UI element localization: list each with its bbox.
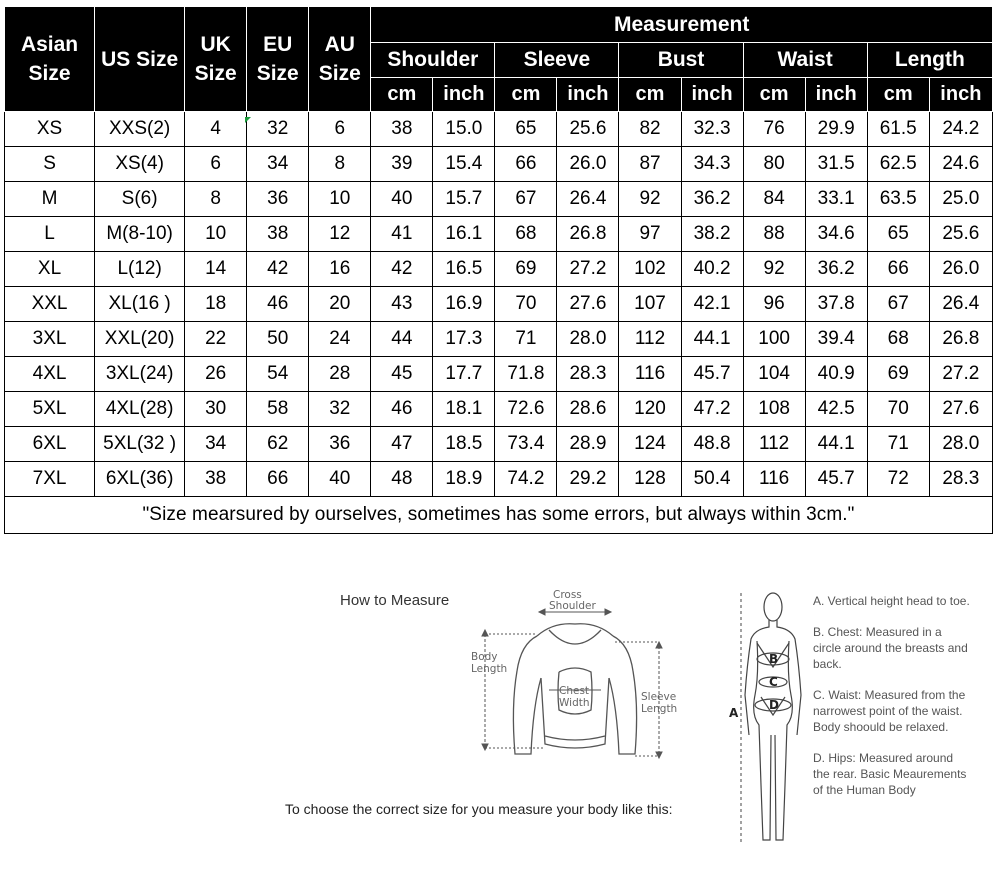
header-uk-size: UK Size xyxy=(185,7,247,112)
table-cell: 29.2 xyxy=(557,462,619,497)
table-cell: S(6) xyxy=(95,182,185,217)
table-cell: 28.9 xyxy=(557,427,619,462)
table-cell: 46 xyxy=(247,287,309,322)
table-cell: 6XL(36) xyxy=(95,462,185,497)
table-cell: 34 xyxy=(247,147,309,182)
table-cell: 71.8 xyxy=(495,357,557,392)
table-cell: 72 xyxy=(867,462,929,497)
table-cell: 71 xyxy=(495,322,557,357)
table-cell: 15.4 xyxy=(433,147,495,182)
header-us-size: US Size xyxy=(95,7,185,112)
table-cell: 32.3 xyxy=(681,112,743,147)
table-cell: 24.6 xyxy=(929,147,992,182)
sweater-measure-diagram xyxy=(465,586,695,776)
table-cell: 44.1 xyxy=(681,322,743,357)
table-cell: XXL(20) xyxy=(95,322,185,357)
header-unit-cm: cm xyxy=(495,78,557,112)
sweater-labels xyxy=(471,589,677,715)
cross-shoulder-label: Shoulder xyxy=(549,600,596,612)
table-row xyxy=(5,182,993,217)
table-cell: 10 xyxy=(309,182,371,217)
table-cell: 24.2 xyxy=(929,112,992,147)
table-header xyxy=(5,7,993,112)
table-cell: 66 xyxy=(867,252,929,287)
body-length-label: Body xyxy=(471,651,498,663)
point-d-label: D xyxy=(769,698,779,712)
cell-corner-marker xyxy=(245,117,251,123)
table-cell: 92 xyxy=(743,252,805,287)
header-measurement: Measurement xyxy=(371,7,993,43)
table-cell: 28 xyxy=(309,357,371,392)
table-cell: 38 xyxy=(371,112,433,147)
table-cell: 37.8 xyxy=(805,287,867,322)
header-asian-size: Asian Size xyxy=(5,7,95,112)
table-cell: 41 xyxy=(371,217,433,252)
table-cell: 87 xyxy=(619,147,681,182)
table-row xyxy=(5,357,993,392)
table-cell: 92 xyxy=(619,182,681,217)
sleeve-length-label: Length xyxy=(641,703,678,715)
table-cell: 42.1 xyxy=(681,287,743,322)
table-cell: 48 xyxy=(371,462,433,497)
header-length: Length xyxy=(867,43,992,78)
table-cell: 39.4 xyxy=(805,322,867,357)
table-cell: 65 xyxy=(495,112,557,147)
table-cell: 50 xyxy=(247,322,309,357)
table-cell: 7XL xyxy=(5,462,95,497)
table-cell: 63.5 xyxy=(867,182,929,217)
table-cell: 26 xyxy=(185,357,247,392)
table-cell: 36.2 xyxy=(805,252,867,287)
point-c-label: C xyxy=(769,675,778,689)
table-cell: 62.5 xyxy=(867,147,929,182)
table-cell: 18 xyxy=(185,287,247,322)
table-cell: 16.9 xyxy=(433,287,495,322)
table-cell: 29.9 xyxy=(805,112,867,147)
table-cell: 54 xyxy=(247,357,309,392)
chest-width-label: Width xyxy=(559,697,590,709)
table-cell: 84 xyxy=(743,182,805,217)
table-cell: 36 xyxy=(247,182,309,217)
table-body xyxy=(5,112,993,534)
table-cell: 70 xyxy=(867,392,929,427)
measurement-note: "Size mearsured by ourselves, sometimes has some errors, but always within 3cm." xyxy=(5,497,993,534)
table-cell: 42.5 xyxy=(805,392,867,427)
table-cell: 102 xyxy=(619,252,681,287)
table-cell: 26.0 xyxy=(557,147,619,182)
table-cell: 36 xyxy=(309,427,371,462)
table-cell: 124 xyxy=(619,427,681,462)
table-row xyxy=(5,287,993,322)
table-cell: 4 xyxy=(185,112,247,147)
table-cell: 27.2 xyxy=(557,252,619,287)
table-cell: 15.0 xyxy=(433,112,495,147)
table-cell: XL(16 ) xyxy=(95,287,185,322)
table-cell: 27.2 xyxy=(929,357,992,392)
table-cell: 4XL(28) xyxy=(95,392,185,427)
table-cell: 3XL xyxy=(5,322,95,357)
table-cell: 67 xyxy=(495,182,557,217)
table-cell: 76 xyxy=(743,112,805,147)
table-cell: 70 xyxy=(495,287,557,322)
table-cell: 116 xyxy=(619,357,681,392)
table-cell: 16 xyxy=(309,252,371,287)
definition-hips: D. Hips: Measured around the rear. Basic Meaurements of the Human Body xyxy=(813,751,967,797)
table-cell: 44.1 xyxy=(805,427,867,462)
table-cell: 32 xyxy=(247,112,309,147)
size-chart-table xyxy=(4,6,993,534)
table-cell: XXS(2) xyxy=(95,112,185,147)
table-cell: 50.4 xyxy=(681,462,743,497)
table-cell: 18.5 xyxy=(433,427,495,462)
table-cell: 108 xyxy=(743,392,805,427)
body-measure-diagram xyxy=(725,585,810,855)
table-cell: 26.4 xyxy=(929,287,992,322)
table-cell: XL xyxy=(5,252,95,287)
header-sleeve: Sleeve xyxy=(495,43,619,78)
cross-shoulder-label: Cross xyxy=(553,589,582,601)
table-cell: 82 xyxy=(619,112,681,147)
header-unit-inch: inch xyxy=(929,78,992,112)
table-cell: 39 xyxy=(371,147,433,182)
table-cell: 27.6 xyxy=(929,392,992,427)
table-cell: 128 xyxy=(619,462,681,497)
table-row xyxy=(5,147,993,182)
table-cell: 25.0 xyxy=(929,182,992,217)
table-cell: 28.6 xyxy=(557,392,619,427)
table-cell: XXL xyxy=(5,287,95,322)
header-unit-inch: inch xyxy=(433,78,495,112)
table-cell: 6 xyxy=(185,147,247,182)
table-cell: 66 xyxy=(495,147,557,182)
table-cell: 38.2 xyxy=(681,217,743,252)
table-cell: M xyxy=(5,182,95,217)
table-cell: 18.1 xyxy=(433,392,495,427)
table-cell: 44 xyxy=(371,322,433,357)
table-cell: 112 xyxy=(619,322,681,357)
table-cell: 48.8 xyxy=(681,427,743,462)
header-unit-cm: cm xyxy=(743,78,805,112)
table-cell: 68 xyxy=(495,217,557,252)
table-cell: 30 xyxy=(185,392,247,427)
table-cell: 40.2 xyxy=(681,252,743,287)
table-cell: 38 xyxy=(247,217,309,252)
table-cell: 17.7 xyxy=(433,357,495,392)
measurement-definitions xyxy=(813,593,973,813)
note-row xyxy=(5,497,993,534)
table-cell: 112 xyxy=(743,427,805,462)
table-cell: 5XL(32 ) xyxy=(95,427,185,462)
table-cell: 17.3 xyxy=(433,322,495,357)
table-cell: 45.7 xyxy=(805,462,867,497)
table-cell: 45 xyxy=(371,357,433,392)
definition-height: A. Vertical height head to toe. xyxy=(813,594,970,608)
header-shoulder: Shoulder xyxy=(371,43,495,78)
table-cell: 61.5 xyxy=(867,112,929,147)
table-cell: 97 xyxy=(619,217,681,252)
table-row xyxy=(5,322,993,357)
table-cell: 66 xyxy=(247,462,309,497)
table-row xyxy=(5,392,993,427)
table-cell: 10 xyxy=(185,217,247,252)
table-cell: 24 xyxy=(309,322,371,357)
table-cell: 28.3 xyxy=(929,462,992,497)
table-cell: 74.2 xyxy=(495,462,557,497)
table-cell: 96 xyxy=(743,287,805,322)
table-cell: 12 xyxy=(309,217,371,252)
table-cell: 25.6 xyxy=(557,112,619,147)
table-cell: 28.3 xyxy=(557,357,619,392)
table-cell: 26.8 xyxy=(929,322,992,357)
table-cell: 42 xyxy=(247,252,309,287)
table-cell: 116 xyxy=(743,462,805,497)
table-cell: 8 xyxy=(309,147,371,182)
header-unit-cm: cm xyxy=(371,78,433,112)
how-to-measure-title: How to Measure xyxy=(340,592,450,609)
table-cell: 8 xyxy=(185,182,247,217)
table-cell: 40 xyxy=(371,182,433,217)
body-length-label: Length xyxy=(471,663,508,675)
table-row xyxy=(5,112,993,147)
table-cell: 47 xyxy=(371,427,433,462)
table-cell: 62 xyxy=(247,427,309,462)
table-cell: 65 xyxy=(867,217,929,252)
table-cell: 15.7 xyxy=(433,182,495,217)
table-cell: 100 xyxy=(743,322,805,357)
table-cell: 43 xyxy=(371,287,433,322)
table-cell: 72.6 xyxy=(495,392,557,427)
table-row xyxy=(5,462,993,497)
table-cell: 40.9 xyxy=(805,357,867,392)
table-cell: 26.0 xyxy=(929,252,992,287)
table-cell: 120 xyxy=(619,392,681,427)
table-row xyxy=(5,217,993,252)
table-row xyxy=(5,427,993,462)
table-cell: 40 xyxy=(309,462,371,497)
definition-chest: B. Chest: Measured in a circle around the breasts and back. xyxy=(813,625,968,671)
table-cell: 34.6 xyxy=(805,217,867,252)
table-cell: 6XL xyxy=(5,427,95,462)
sleeve-length-label: Sleeve xyxy=(641,691,677,703)
point-b-label: B xyxy=(769,652,779,666)
table-cell: 20 xyxy=(309,287,371,322)
header-unit-inch: inch xyxy=(805,78,867,112)
table-cell: 69 xyxy=(867,357,929,392)
table-cell: 27.6 xyxy=(557,287,619,322)
header-unit-inch: inch xyxy=(557,78,619,112)
table-cell: 38 xyxy=(185,462,247,497)
table-cell: L(12) xyxy=(95,252,185,287)
table-cell: 36.2 xyxy=(681,182,743,217)
table-cell: 68 xyxy=(867,322,929,357)
header-bust: Bust xyxy=(619,43,743,78)
table-cell: 33.1 xyxy=(805,182,867,217)
table-cell: 4XL xyxy=(5,357,95,392)
header-unit-inch: inch xyxy=(681,78,743,112)
table-cell: 69 xyxy=(495,252,557,287)
table-cell: XS xyxy=(5,112,95,147)
table-cell: 107 xyxy=(619,287,681,322)
table-cell: 34 xyxy=(185,427,247,462)
table-cell: 5XL xyxy=(5,392,95,427)
header-unit-cm: cm xyxy=(619,78,681,112)
table-cell: 18.9 xyxy=(433,462,495,497)
table-cell: 47.2 xyxy=(681,392,743,427)
measure-caption: To choose the correct size for you measure your body like this: xyxy=(285,801,673,817)
table-cell: 3XL(24) xyxy=(95,357,185,392)
table-cell: M(8-10) xyxy=(95,217,185,252)
table-cell: 14 xyxy=(185,252,247,287)
table-cell: 31.5 xyxy=(805,147,867,182)
table-cell: 71 xyxy=(867,427,929,462)
table-cell: 28.0 xyxy=(929,427,992,462)
table-cell: 46 xyxy=(371,392,433,427)
table-cell: 16.1 xyxy=(433,217,495,252)
table-cell: S xyxy=(5,147,95,182)
table-cell: 26.4 xyxy=(557,182,619,217)
table-cell: 34.3 xyxy=(681,147,743,182)
table-cell: 104 xyxy=(743,357,805,392)
body-figure xyxy=(745,593,801,840)
header-unit-cm: cm xyxy=(867,78,929,112)
table-cell: 88 xyxy=(743,217,805,252)
table-cell: 25.6 xyxy=(929,217,992,252)
header-au-size: AU Size xyxy=(309,7,371,112)
definition-waist: C. Waist: Measured from the narrowest point of the waist. Body shoould be relaxed. xyxy=(813,688,966,734)
table-cell: 58 xyxy=(247,392,309,427)
table-cell: 67 xyxy=(867,287,929,322)
table-cell: 80 xyxy=(743,147,805,182)
table-cell: 22 xyxy=(185,322,247,357)
table-cell: XS(4) xyxy=(95,147,185,182)
table-cell: 6 xyxy=(309,112,371,147)
table-cell: 42 xyxy=(371,252,433,287)
table-cell: 73.4 xyxy=(495,427,557,462)
chest-width-label: Chest xyxy=(559,685,590,697)
table-cell: 32 xyxy=(309,392,371,427)
table-cell: L xyxy=(5,217,95,252)
table-cell: 16.5 xyxy=(433,252,495,287)
table-cell: 26.8 xyxy=(557,217,619,252)
table-row xyxy=(5,252,993,287)
header-waist: Waist xyxy=(743,43,867,78)
table-cell: 28.0 xyxy=(557,322,619,357)
header-eu-size: EU Size xyxy=(247,7,309,112)
point-a-label: A xyxy=(729,706,739,720)
table-cell: 45.7 xyxy=(681,357,743,392)
